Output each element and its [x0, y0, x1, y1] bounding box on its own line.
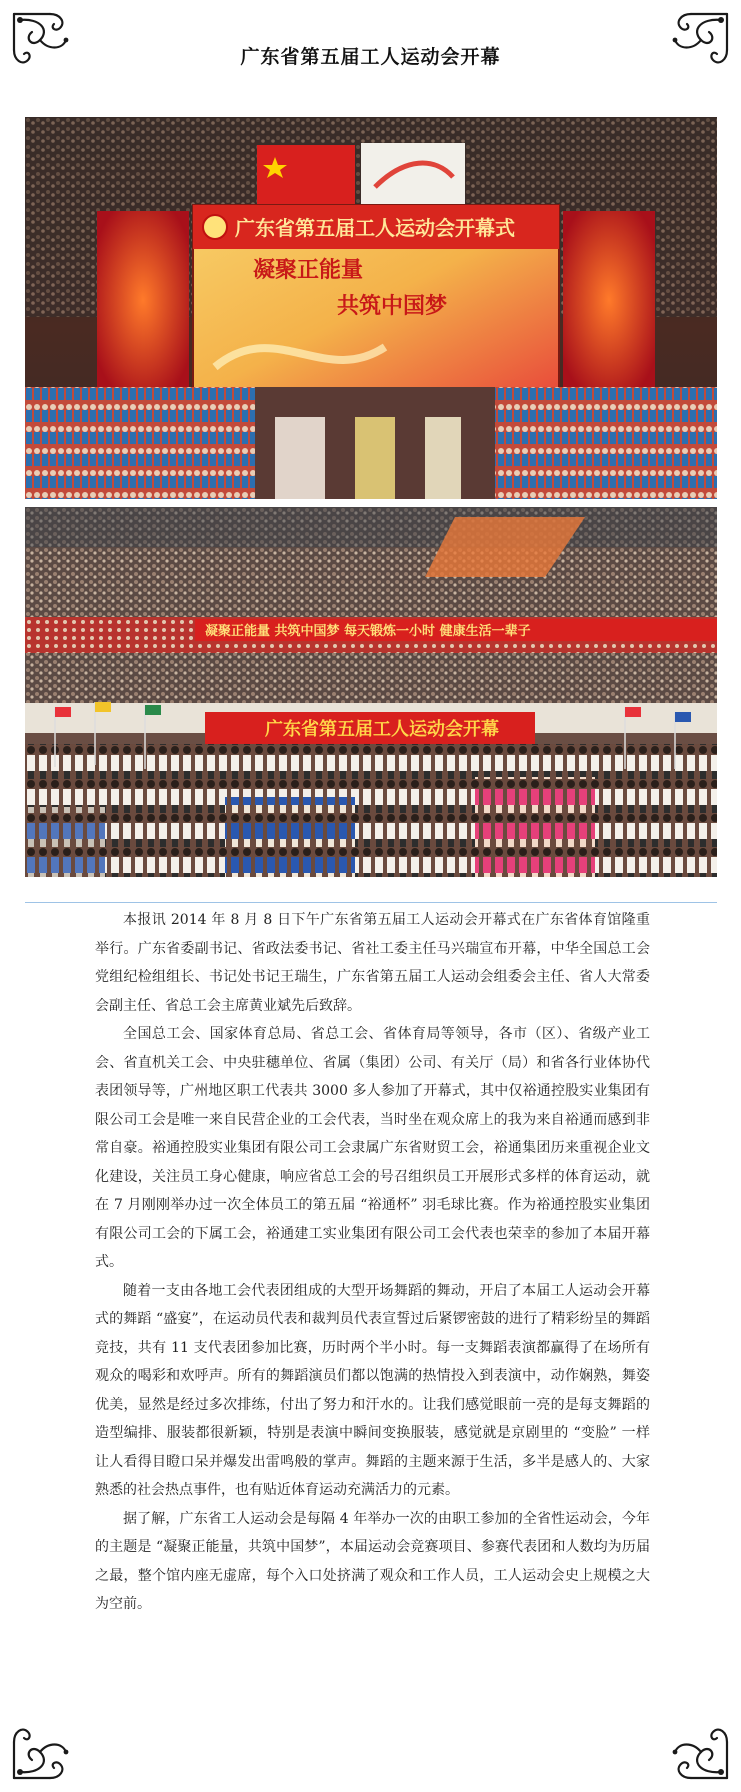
- section-divider: [25, 902, 717, 903]
- corner-ornament-bottom-right: [669, 1720, 731, 1782]
- photo-opening-stage: [25, 117, 717, 499]
- slogan-line2-text: 共筑中国梦: [337, 294, 448, 319]
- corner-ornament-bottom-left: [10, 1720, 72, 1782]
- article-paragraph: 据了解，广东省工人运动会是每隔 4 年举办一次的由职工参加的全省性运动会，今年的主题是 “凝聚正能量，共筑中国梦”，本届运动会竞赛项目、参赛代表团和人数均为历届之最，整个馆内座无虚席，每个入口处挤满了观众和工作人员，工人运动会史上规模之大为空前。: [95, 1510, 650, 1612]
- article-paragraph: 全国总工会、国家体育总局、省总工会、省体育局等领导，各市（区）、省级产业工会、省直机关工会、中央驻穗单位、省属（集团）公司、有关厅（局）和省各行业体协代表团领导等，广州地区职工代表共 3000 多人参加了开幕式，其中仅裕通控股实业集团有限公司工会是唯一来自民营企业的工会代表，当时坐在观众席上的我为来自裕通而感到非常自豪。裕通控股实业集团有限公司工会隶属广东省财贸工会，裕通集团历来重视企业文化建设，关注员工身心健康，响应省总工会的号召组织员工开展形式多样的体育运动，就在 7 月刚刚举办过一次全体员工的第五届 “裕通杯” 羽毛球比赛。作为裕通控股实业集团有限公司工会的下属工会，裕通建工实业集团有限公司工会代表也荣幸的参加了本届开幕式。: [95, 1026, 650, 1270]
- slogan-line1-text: 凝聚正能量: [253, 258, 364, 283]
- page-title: 广东省第五届工人运动会开幕: [240, 46, 501, 68]
- flourish-icon: [669, 1720, 731, 1782]
- flourish-icon: [10, 1720, 72, 1782]
- floor-banner-text: 广东省第五届工人运动会开幕: [265, 719, 499, 740]
- article-paragraph: 随着一支由各地工会代表团组成的大型开场舞蹈的舞动，开启了本届工人运动会开幕式的舞蹈 “盛宴”，在运动员代表和裁判员代表宣誓过后紧锣密鼓的进行了精彩纷呈的舞蹈竞技，共有 11 支代表团参加比赛，历时两个半小时。每一支舞蹈表演都赢得了在场所有观众的喝彩和欢呼声。所有的舞蹈演员们都以饱满的热情投入到表演中，动作娴熟，舞姿优美，显然是经过多次排练，付出了努力和汗水的。让我们感觉眼前一亮的是每支舞蹈的造型编排、服装都很新颖，特别是表演中瞬间变换服装，感觉就是京剧里的 “变脸” 一样让人看得目瞪口呆并爆发出雷鸣般的掌声。舞蹈的主题来源于生活，多半是感人的、大家熟悉的社会热点事件，也有贴近体育运动充满活力的元素。: [95, 1282, 650, 1498]
- article-paragraph: 本报讯 2014 年 8 月 8 日下午广东省第五届工人运动会开幕式在广东省体育馆隆重举行。广东省委副书记、省政法委书记、省社工委主任马兴瑞宣布开幕，中华全国总工会党组纪检组组长、书记处书记王瑞生，广东省第五届工人运动会组委会主任、省人大常委会副主任、省总工会主席黄业斌先后致辞。: [95, 912, 650, 1014]
- article-body: [95, 906, 650, 1619]
- photo-arena-overview: [25, 507, 717, 877]
- screen-title-text: 广东省第五届工人运动会开幕式: [235, 216, 515, 240]
- arena-banner-text: 凝聚正能量 共筑中国梦 每天锻炼一小时 健康生活一辈子: [205, 624, 531, 639]
